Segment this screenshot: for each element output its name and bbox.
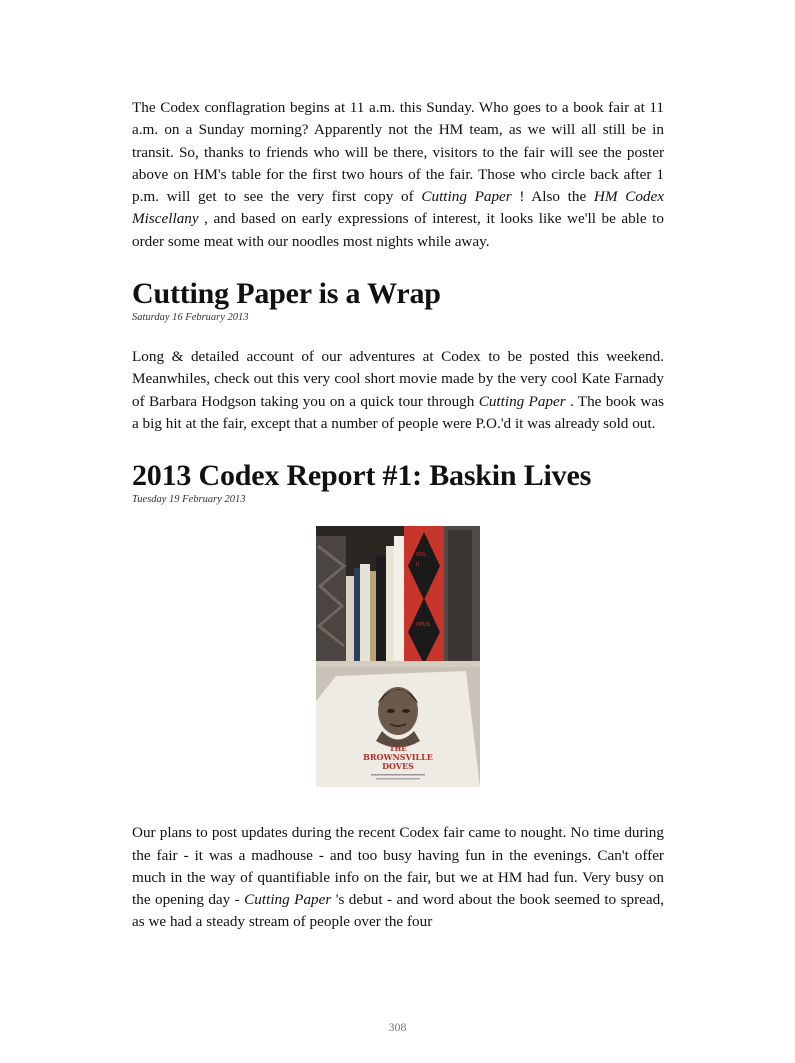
book-display-photo <box>316 526 480 787</box>
post-body-paragraph: Our plans to post updates during the recent Codex fair came to nought. No time during the fair - it was a madhouse - and too busy having fun in the evenings. Can't offer much in the way of quantifiable info on the fair, but we at HM had fun. Very busy on the opening day - Cutting Paper 's debut - and word about the book seemed to spread, as we had a steady stream of people over the four <box>132 824 665 931</box>
svg-text:OPUS: OPUS <box>416 622 430 629</box>
svg-text:BROWNSVILLE: BROWNSVILLE <box>363 752 433 763</box>
post-date: Saturday 16 February 2013 <box>132 312 249 324</box>
page-content <box>132 97 664 934</box>
photo-title-text: THE <box>389 744 407 754</box>
post-body-paragraph: Long & detailed account of our adventures at Codex to be posted this weekend. Meanwhiles, check out this very cool short movie made by the very cool Kate Farnady of Barbara Hodgson taking you on a quick tour through Cutting Paper . The book was a big hit at the fair, except that a number of people were P.O.'d it was already sold out. <box>132 348 665 432</box>
svg-text:DOVES: DOVES <box>382 761 414 772</box>
intro-cutting-paper: Cutting Paper <box>421 188 512 206</box>
page-number: 308 <box>388 1020 407 1034</box>
svg-text:VOL: VOL <box>416 552 427 559</box>
intro-miscellany: HM Codex Miscellany <box>132 188 665 228</box>
post-title: Cutting Paper is a Wrap <box>132 277 441 311</box>
intro-paragraph: The Codex conflagration begins at 11 a.m. this Sunday. Who goes to a book fair at 11 a.m. on a Sunday morning? Apparently not the HM team, as we will all still be in transit. So, thanks to friends who will be there, visitors to the fair will see the poster above on HM's table for the first two hours of the fair. Those who circle back after 1 p.m. will get to see the very first copy of Cutting Paper ! Also the HM Codex Miscellany , and based on early expressions of interest, it looks like we'll be able to order some meat with our noodles most nights while away. <box>132 99 665 250</box>
post-title: 2013 Codex Report #1: Baskin Lives <box>132 459 592 493</box>
post-date: Tuesday 19 February 2013 <box>132 494 246 506</box>
svg-text:II: II <box>416 562 419 569</box>
